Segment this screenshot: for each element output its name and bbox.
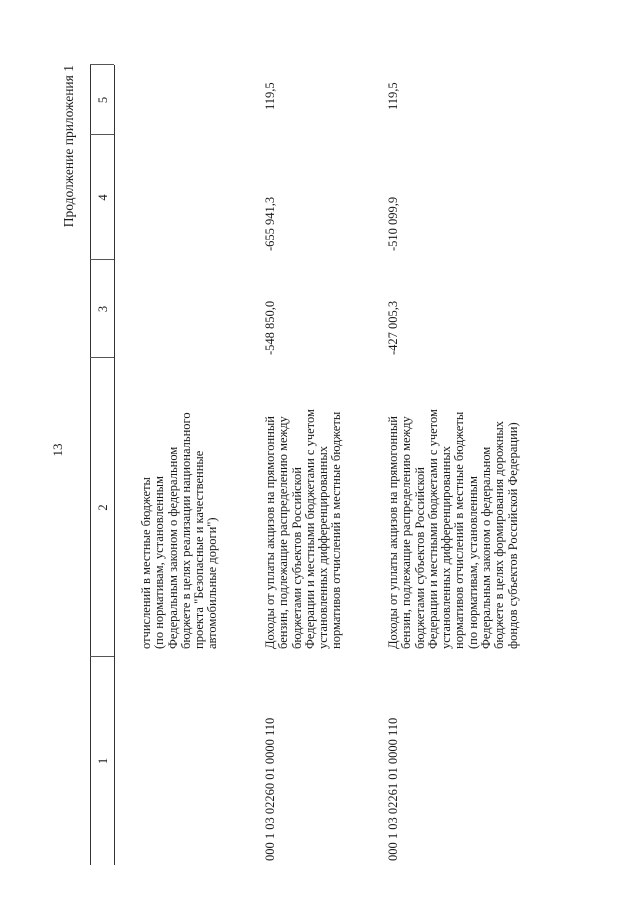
table-row-2-col3: -427 005,3 xyxy=(386,300,400,355)
description-line: бюджете в целях реализации национального xyxy=(178,412,193,649)
description-line: установленных дифференцированных xyxy=(439,446,454,649)
description-line: бензин, подлежащие распределению между xyxy=(276,416,291,649)
description-line: автомобильные дороги") xyxy=(205,517,220,649)
description-line: Доходы от уплаты акцизов на прямогонный xyxy=(263,416,277,649)
column-number-3: 3 xyxy=(96,305,110,313)
table-row-1-description xyxy=(264,409,344,649)
column-number-4: 4 xyxy=(96,194,110,201)
description-line: Доходы от уплаты акцизов на прямогонный xyxy=(386,416,400,649)
description-line: бюджете в целях формирования дорожных xyxy=(492,420,507,649)
table-top-border xyxy=(90,65,91,865)
table-row-2-col4: -510 099,9 xyxy=(386,196,400,251)
description-line: бюджетами субъектов Российской xyxy=(289,467,304,649)
description-line: фондов субъектов Российской Федерации) xyxy=(505,422,520,649)
description-line: бензин, подлежащие распределению между xyxy=(399,416,414,649)
description-line: проекта "Безопасные и качественные xyxy=(192,450,207,649)
table-row-1-col4: -655 941,3 xyxy=(263,196,277,251)
description-line: Федерации и местными бюджетами с учетом xyxy=(425,409,440,649)
table-row-1-col5: 119,5 xyxy=(263,82,277,110)
column-number-2: 2 xyxy=(96,504,110,511)
description-line: Федерации и местными бюджетами с учетом xyxy=(302,409,317,649)
description-line: Федеральным законом о федеральном xyxy=(165,446,180,649)
column-number-1: 1 xyxy=(96,757,110,765)
page-number: 13 xyxy=(50,443,65,457)
table-row-2-code: 000 1 03 02261 01 0000 110 xyxy=(386,717,400,861)
table-row-1-col3: -548 850,0 xyxy=(263,300,277,355)
description-line: (по нормативам, установленным xyxy=(152,476,167,649)
description-line: нормативов отчислений в местные бюджеты xyxy=(452,411,467,649)
description-line: нормативов отчислений в местные бюджеты xyxy=(329,411,344,649)
table-row-0-description xyxy=(140,412,220,649)
table-row-2-col5: 119,5 xyxy=(386,82,400,110)
description-line: (по нормативам, установленным xyxy=(465,476,480,649)
table-row-2-description xyxy=(387,409,520,649)
description-line: установленных дифференцированных xyxy=(316,446,331,649)
column-number-5: 5 xyxy=(96,96,110,104)
description-line: бюджетами субъектов Российской xyxy=(412,467,427,649)
header-bottom-border xyxy=(114,65,115,865)
continuation-header: Продолжение приложения 1 xyxy=(61,65,76,228)
description-line: отчислений в местные бюджеты xyxy=(139,477,153,649)
description-line: Федеральным законом о федеральном xyxy=(479,446,494,649)
table-row-1-code: 000 1 03 02260 01 0000 110 xyxy=(263,717,277,861)
